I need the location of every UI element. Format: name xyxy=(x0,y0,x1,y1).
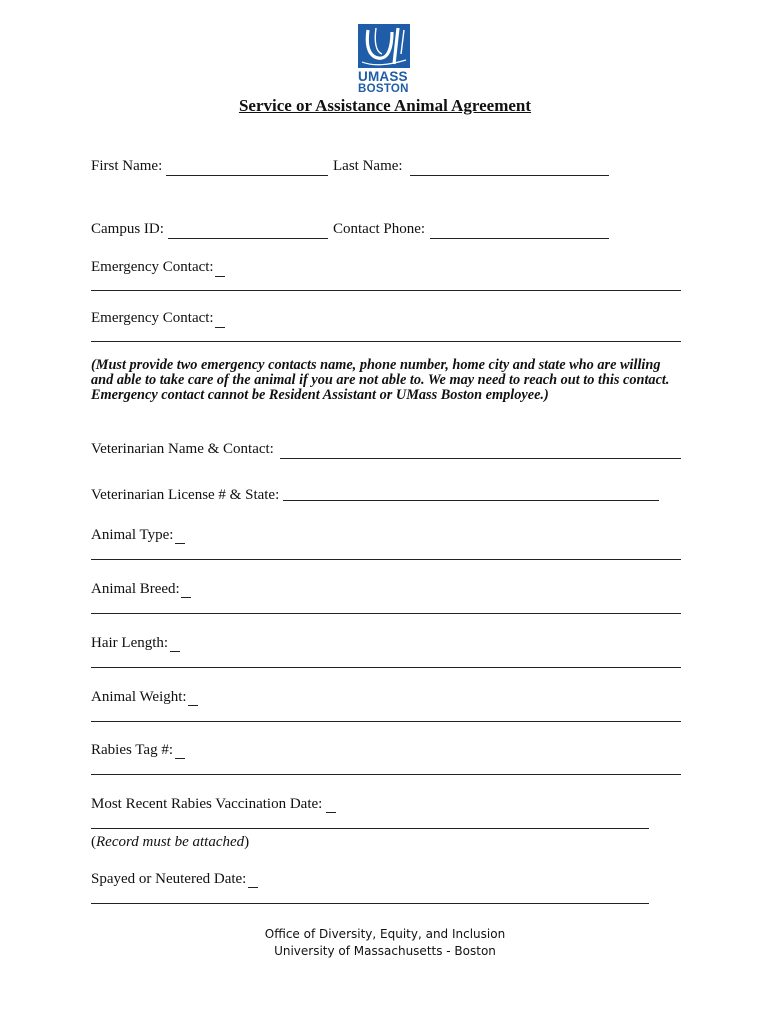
animal-breed-label: Animal Breed: xyxy=(91,581,180,597)
record-note-close-paren: ) xyxy=(244,834,250,850)
last-name-label: Last Name: xyxy=(333,158,403,174)
contact-phone-label: Contact Phone: xyxy=(333,221,426,237)
umass-boston-logo xyxy=(358,24,414,95)
footer-university-name: University of Massachusetts - Boston xyxy=(274,944,496,958)
animal-weight-field[interactable] xyxy=(91,721,681,722)
logo-text-umass: UMASS xyxy=(358,69,408,84)
rabies-vaccination-date-field[interactable] xyxy=(91,828,649,829)
veterinarian-license-label: Veterinarian License # & State: xyxy=(91,487,280,503)
first-name-label: First Name: xyxy=(91,158,163,174)
first-name-field[interactable] xyxy=(166,175,328,176)
emergency-contact-1-label: Emergency Contact: xyxy=(91,259,214,275)
footer-office-name: Office of Diversity, Equity, and Inclusion xyxy=(264,927,506,941)
spayed-neutered-date-blank xyxy=(248,887,258,888)
umass-logo-mark-icon xyxy=(358,24,410,68)
animal-weight-blank xyxy=(188,705,198,706)
animal-breed-field[interactable] xyxy=(91,613,681,614)
rabies-vaccination-date-label: Most Recent Rabies Vaccination Date: xyxy=(91,796,323,812)
emergency-contact-2-label: Emergency Contact: xyxy=(91,310,214,326)
record-attached-note xyxy=(91,834,249,851)
campus-id-label: Campus ID: xyxy=(91,221,164,237)
animal-breed-blank xyxy=(181,597,191,598)
rabies-tag-blank xyxy=(175,758,185,759)
emergency-contact-2-field[interactable] xyxy=(91,341,681,342)
hair-length-label: Hair Length: xyxy=(91,635,169,651)
record-note-text: Record must be attached xyxy=(96,834,245,850)
emergency-contact-2-blank xyxy=(215,327,225,328)
spayed-neutered-date-field[interactable] xyxy=(91,903,649,904)
record-note-open-paren: ( xyxy=(91,834,96,850)
veterinarian-name-label: Veterinarian Name & Contact: xyxy=(91,441,274,457)
veterinarian-name-field[interactable] xyxy=(280,458,681,459)
veterinarian-license-field[interactable] xyxy=(283,500,659,501)
animal-weight-label: Animal Weight: xyxy=(91,689,187,705)
rabies-tag-label: Rabies Tag #: xyxy=(91,742,173,758)
footer xyxy=(0,926,770,960)
emergency-contact-1-blank xyxy=(215,276,225,277)
document-title: Service or Assistance Animal Agreement xyxy=(238,96,532,115)
logo-text-boston: BOSTON xyxy=(358,83,409,95)
rabies-tag-field[interactable] xyxy=(91,774,681,775)
contact-phone-field[interactable] xyxy=(430,238,609,239)
hair-length-blank xyxy=(170,651,180,652)
last-name-field[interactable] xyxy=(410,175,609,176)
animal-type-field[interactable] xyxy=(91,559,681,560)
emergency-contact-1-field[interactable] xyxy=(91,290,681,291)
animal-type-label: Animal Type: xyxy=(91,527,174,543)
rabies-vaccination-date-blank xyxy=(326,812,336,813)
animal-type-blank xyxy=(175,543,185,544)
campus-id-field[interactable] xyxy=(168,238,328,239)
hair-length-field[interactable] xyxy=(91,667,681,668)
emergency-contact-note: (Must provide two emergency contacts name, phone number, home city and state who are willing and able to take care of the animal if you are not able to. We may need to reach out to this contact. Emergency contact cannot be Resident Assistant or UMass Boston employee.) xyxy=(91,357,670,403)
spayed-neutered-date-label: Spayed or Neutered Date: xyxy=(91,871,247,887)
